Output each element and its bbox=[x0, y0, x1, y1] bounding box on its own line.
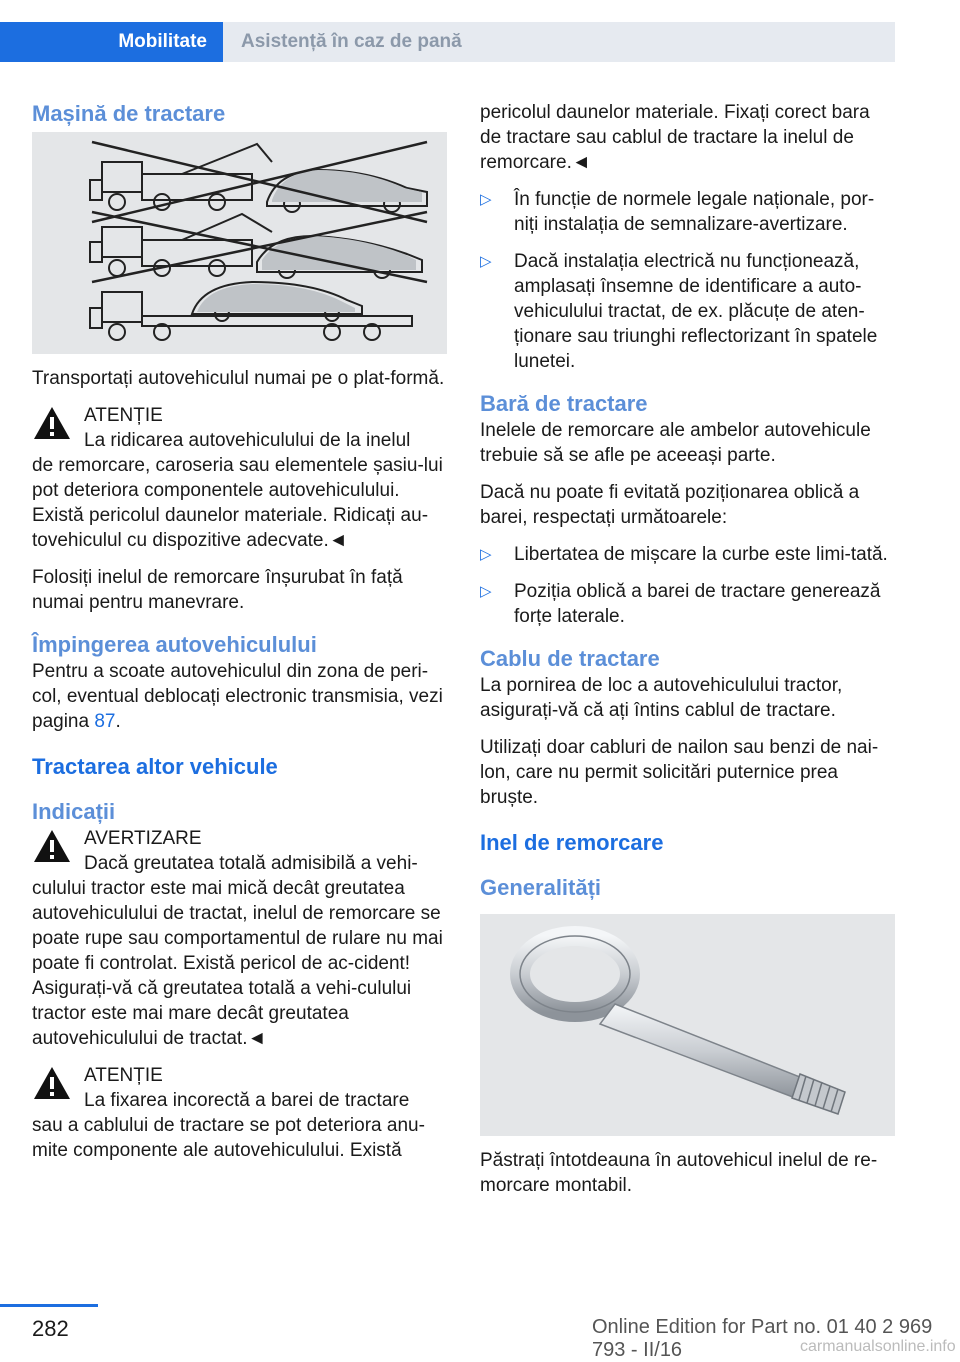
transport-platform-text: Transportați autovehiculul numai pe o plat-formă. bbox=[32, 368, 445, 389]
list-item bbox=[480, 579, 895, 629]
warning-triangle-icon bbox=[32, 1065, 72, 1101]
heading-tow-cable: Cablu de tractare bbox=[480, 646, 660, 671]
tow-cable-text-1: La pornirea de loc a autovehiculului tractor, asigurați-vă că ați întins cablul de tractare. bbox=[480, 675, 843, 721]
list-item-text: Poziția oblică a barei de tractare generează forțe laterale. bbox=[514, 581, 881, 627]
heading-tow-bar: Bară de tractare bbox=[480, 391, 648, 416]
watermark: carmanualsonline.info bbox=[800, 1338, 956, 1355]
triangle-bullet-icon: ▷ bbox=[480, 191, 492, 208]
triangle-bullet-icon: ▷ bbox=[480, 546, 492, 563]
tow-ring-illustration bbox=[480, 914, 895, 1136]
heading-tow-ring: Inel de remorcare bbox=[480, 830, 664, 855]
push-text-body: Pentru a scoate autovehiculul din zona de peri-col, eventual deblocați electronic transmisia, vezi pagina bbox=[32, 661, 443, 732]
tow-bar-list bbox=[480, 542, 895, 629]
push-vehicle-text bbox=[32, 659, 447, 734]
warning-first-line: La fixarea incorectă a barei de tractare bbox=[84, 1090, 410, 1111]
tow-cable-text-2: Utilizați doar cabluri de nailon sau benzi de nai-lon, care nu permit solicitări puternice prea bruște. bbox=[480, 737, 879, 808]
warning-triangle-icon bbox=[32, 828, 72, 864]
heading-tow-truck: Mașină de tractare bbox=[32, 101, 226, 126]
page-number: 282 bbox=[32, 1316, 69, 1341]
hazard-list bbox=[480, 187, 895, 374]
list-item bbox=[480, 542, 895, 567]
page-header bbox=[0, 0, 960, 62]
warning-triangle-icon bbox=[32, 405, 72, 441]
tow-bar-text-1: Inelele de remorcare ale ambelor autovehicule trebuie să se afle pe aceeași parte. bbox=[480, 420, 871, 466]
tow-ring-text: Păstrați întotdeauna în autovehicul inelul de re-morcare montabil. bbox=[480, 1150, 878, 1196]
triangle-bullet-icon: ▷ bbox=[480, 253, 492, 270]
heading-notes: Indicații bbox=[32, 799, 116, 824]
warning-block-weight bbox=[32, 826, 447, 1051]
tow-truck-drawing bbox=[32, 132, 447, 354]
warning-title: ATENȚIE bbox=[84, 405, 163, 426]
tab-mobilitate[interactable]: Mobilitate bbox=[0, 22, 223, 62]
list-item bbox=[480, 187, 895, 237]
heading-tow-other: Tractarea altor vehicule bbox=[32, 754, 278, 779]
warning-text: sau a cablului de tractare se pot deteriora anu-mite componente ale autovehiculului. Există bbox=[32, 1115, 425, 1161]
list-item-text: Dacă instalația electrică nu funcționează, amplasați însemne de identificare a auto-vehiculului tractat, de ex. plăcuțe de aten-ționare sau triunghi reflectorizant în spatele lunetei. bbox=[514, 251, 878, 372]
edition-note: Online Edition for Part no. 01 40 2 969 793 - II/16 bbox=[592, 1316, 933, 1361]
heading-general: Generalități bbox=[480, 875, 602, 900]
heading-push-vehicle: Împingerea autovehiculului bbox=[32, 632, 317, 657]
warning-text: de remorcare, caroseria sau elementele șasiu-lui pot deteriora componentele autovehiculului. Există pericolul daunelor materiale. Ridicați au-tovehiculul cu dispozitive adecvate.◄ bbox=[32, 455, 443, 551]
triangle-bullet-icon: ▷ bbox=[480, 583, 492, 600]
warning-title: ATENȚIE bbox=[84, 1065, 163, 1086]
warning-first-line: La ridicarea autovehiculului de la inelul bbox=[84, 430, 411, 451]
push-text-end: . bbox=[115, 711, 121, 732]
warning-block-lift bbox=[32, 403, 447, 553]
tow-bar-text-2: Dacă nu poate fi evitată poziționarea oblică a barei, respectați următoarele: bbox=[480, 482, 860, 528]
tab-breakdown-assistance[interactable]: Asistență în caz de pană bbox=[223, 22, 895, 62]
footer-accent-line bbox=[0, 1304, 98, 1307]
list-item-text: În funcție de normele legale naționale, por-niți instalația de semnalizare-avertizare. bbox=[514, 189, 875, 235]
warning-first-line: Dacă greutatea totală admisibilă a vehi- bbox=[84, 853, 418, 874]
page-link-87[interactable]: 87 bbox=[94, 711, 116, 732]
list-item bbox=[480, 249, 895, 374]
tow-truck-illustration bbox=[32, 132, 447, 354]
warning-title: AVERTIZARE bbox=[84, 828, 202, 849]
continued-warning-text: pericolul daunelor materiale. Fixați corect bara de tractare sau cablul de tractare la inelul de remorcare.◄ bbox=[480, 102, 870, 173]
warning-text: culului tractor este mai mică decât greutatea autovehiculului de tractat, inelul de remorcare se poate rupe sau comportamentul de rulare nu mai poate fi controlat. Există pericol de ac-cident! Asigurați-vă că greutatea totală a vehi-culului tractor este mai mare decât greutatea autovehiculului de tractat.◄ bbox=[32, 878, 443, 1049]
warning-block-fixing bbox=[32, 1063, 447, 1163]
list-item-text: Libertatea de mișcare la curbe este limi-tată. bbox=[514, 544, 888, 565]
left-column bbox=[32, 100, 447, 1175]
right-column bbox=[480, 100, 895, 1210]
tow-ring-drawing bbox=[480, 914, 895, 1136]
front-ring-text: Folosiți inelul de remorcare înșurubat în față numai pentru manevrare. bbox=[32, 567, 403, 613]
